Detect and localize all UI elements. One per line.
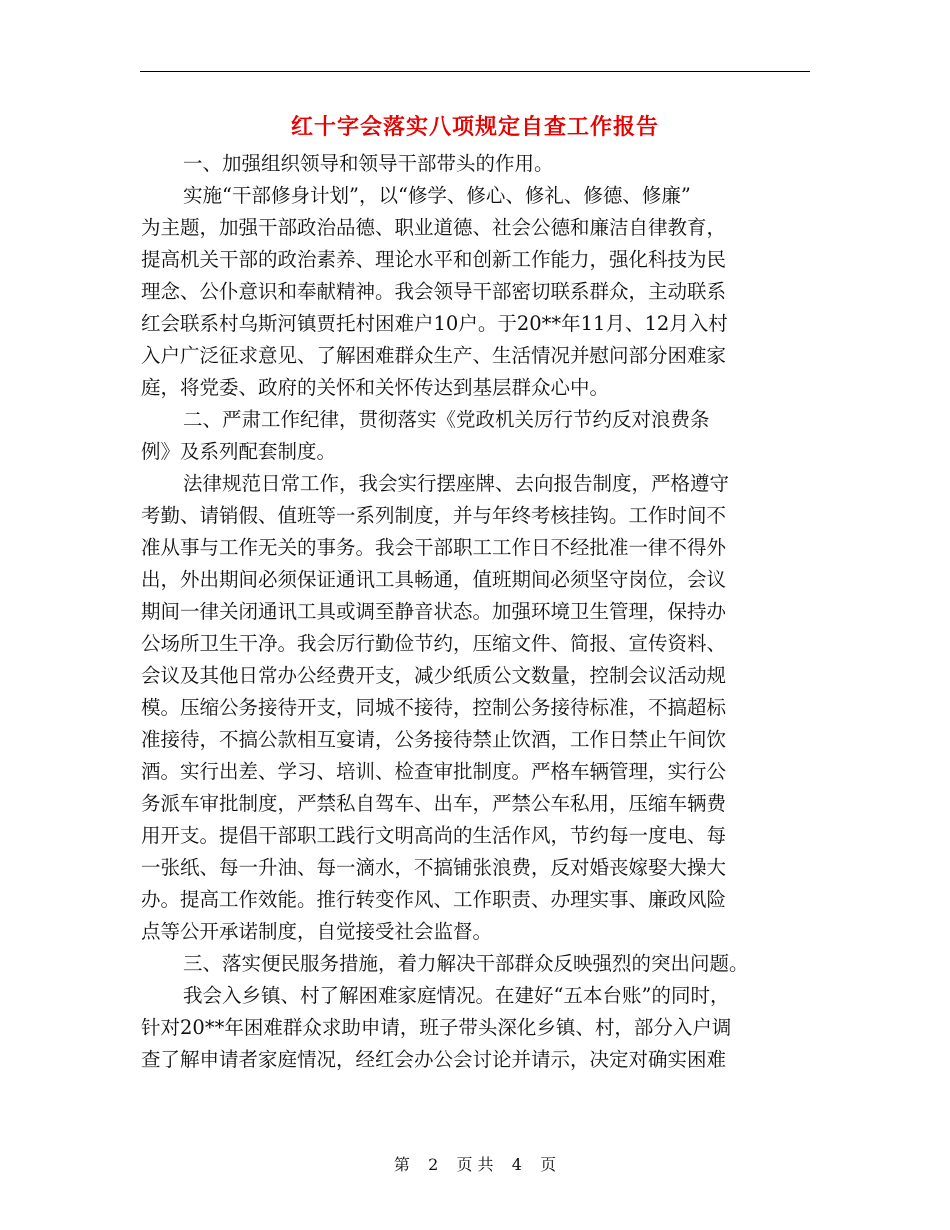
paragraph-line: 提高机关干部的政治素养、理论水平和创新工作能力，强化科技为民 xyxy=(141,248,727,271)
paragraph-line: 出，外出期间必须保证通讯工具畅通，值班期间必须坚守岗位，会议 xyxy=(141,568,727,591)
document-title: 红十字会落实八项规定自查工作报告 xyxy=(290,114,659,140)
paragraph-line: 点等公开承诺制度，自觉接受社会监督。 xyxy=(141,920,493,943)
footer-prefix: 第 xyxy=(393,1155,410,1174)
paragraph-line: 会议及其他日常办公经费开支，减少纸质公文数量，控制会议活动规 xyxy=(141,664,727,687)
page-footer xyxy=(140,1155,810,1175)
document-body xyxy=(141,148,813,1076)
paragraph-line: 我会入乡镇、村了解困难家庭情况。在建好“五本台账”的同时， xyxy=(183,984,730,1007)
paragraph-line: 为主题，加强干部政治品德、职业道德、社会公德和廉洁自律教育， xyxy=(141,216,727,239)
paragraph-line: 酒。实行出差、学习、培训、检查审批制度。严格车辆管理，实行公 xyxy=(141,760,727,783)
header-rule xyxy=(140,71,810,72)
paragraph-line: 期间一律关闭通讯工具或调至静音状态。加强环境卫生管理，保持办 xyxy=(141,600,727,623)
paragraph-line: 查了解申请者家庭情况，经红会办公会讨论并请示，决定对确实困难 xyxy=(141,1048,727,1071)
paragraph-line: 红会联系村乌斯河镇贾托村困难户10户。于20**年11月、12月入村 xyxy=(141,312,728,335)
footer-mid: 页 共 xyxy=(456,1155,494,1174)
paragraph-line: 考勤、请销假、值班等一系列制度，并与年终考核挂钩。工作时间不 xyxy=(141,504,727,527)
paragraph-line: 务派车审批制度，严禁私自驾车、出车，严禁公车私用，压缩车辆费 xyxy=(141,792,727,815)
paragraph-line: 法律规范日常工作，我会实行摆座牌、去向报告制度，严格遵守 xyxy=(183,472,730,495)
paragraph-line: 公场所卫生干净。我会厉行勤俭节约，压缩文件、简报、宣传资料、 xyxy=(141,632,727,655)
paragraph-line: 庭，将党委、政府的关怀和关怀传达到基层群众心中。 xyxy=(141,376,610,399)
paragraph-line: 理念、公仆意识和奉献精神。我会领导干部密切联系群众，主动联系 xyxy=(141,280,727,303)
paragraph-line: 准接待，不搞公款相互宴请，公务接待禁止饮酒，工作日禁止午间饮 xyxy=(141,728,727,751)
paragraph-line: 模。压缩公务接待开支，同城不接待，控制公务接待标准，不搞超标 xyxy=(141,696,727,719)
section-heading-2-cont: 例》及系列配套制度。 xyxy=(141,440,337,463)
paragraph-line: 入户广泛征求意见、了解困难群众生产、生活情况并慰问部分困难家 xyxy=(141,344,727,367)
paragraph-line: 一张纸、每一升油、每一滴水，不搞铺张浪费，反对婚丧嫁娶大操大 xyxy=(141,856,727,879)
current-page-number: 2 xyxy=(428,1155,439,1174)
section-heading-3: 三、落实便民服务措施，着力解决干部群众反映强烈的突出问题。 xyxy=(183,952,749,975)
section-heading-2: 二、严肃工作纪律，贯彻落实《党政机关厉行节约反对浪费条 xyxy=(183,408,710,431)
section-heading-1: 一、加强组织领导和领导干部带头的作用。 xyxy=(183,152,554,175)
paragraph-line: 准从事与工作无关的事务。我会干部职工工作日不经批准一律不得外 xyxy=(141,536,727,559)
total-page-number: 4 xyxy=(511,1155,522,1174)
paragraph-line: 办。提高工作效能。推行转变作风、工作职责、办理实事、廉政风险 xyxy=(141,888,727,911)
paragraph-line: 实施“干部修身计划”，以“修学、修心、修礼、修德、修廉” xyxy=(183,184,691,207)
paragraph-line: 针对20**年困难群众求助申请，班子带头深化乡镇、村，部分入户调 xyxy=(141,1016,732,1039)
footer-suffix: 页 xyxy=(540,1155,557,1174)
paragraph-line: 用开支。提倡干部职工践行文明高尚的生活作风，节约每一度电、每 xyxy=(141,824,727,847)
